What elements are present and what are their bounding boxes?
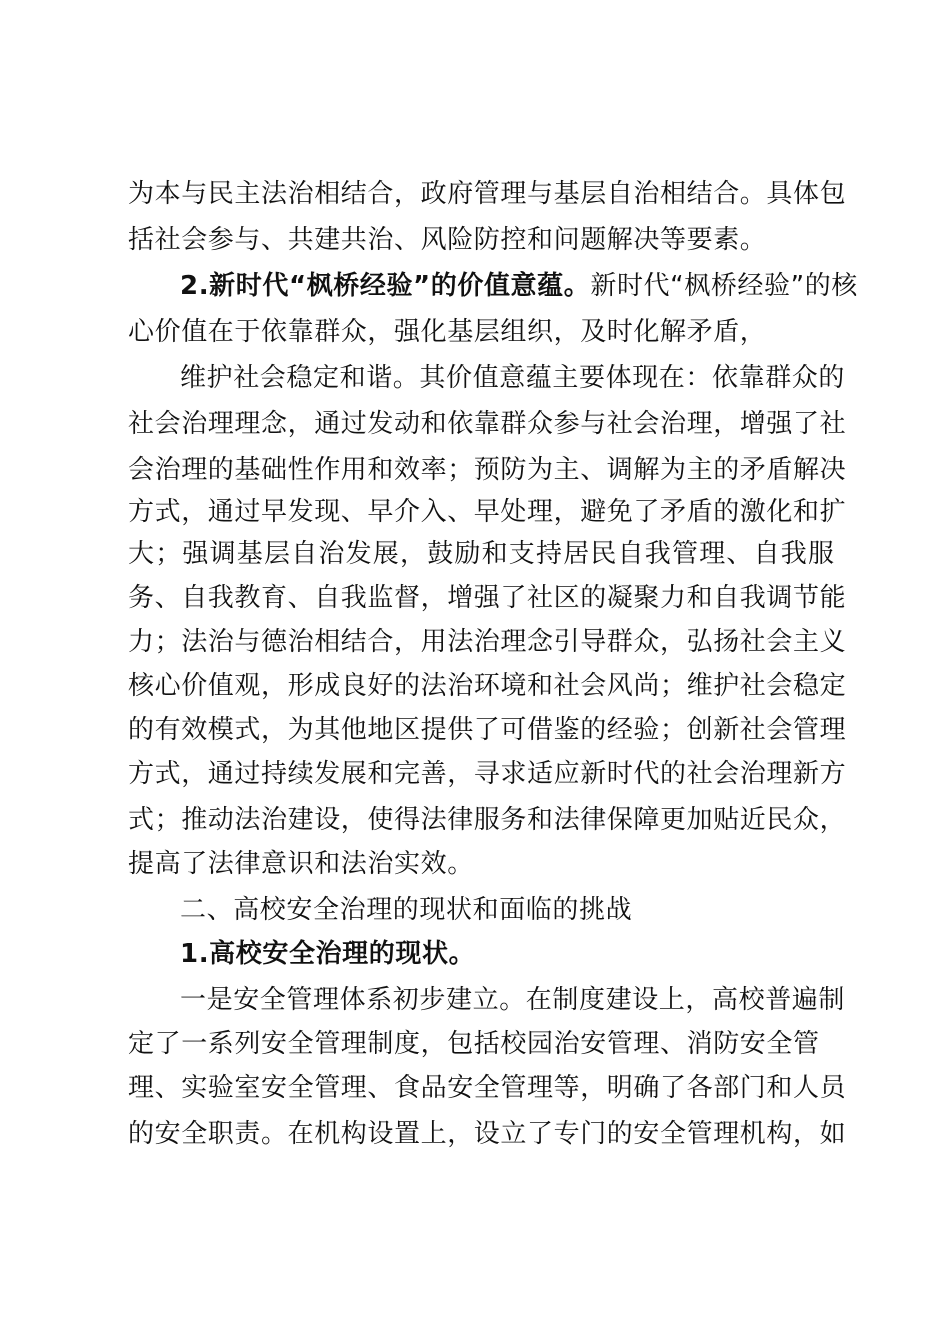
- body-text-run: 新时代“枫桥经验”的核: [590, 271, 858, 301]
- body-text-line: 务、自我教育、自我监督，增强了社区的凝聚力和自我调节能: [128, 583, 847, 613]
- section-heading: 二、高校安全治理的现状和面临的挑战: [180, 895, 633, 925]
- body-text-line: 定了一系列安全管理制度，包括校园治安管理、消防安全管: [128, 1029, 820, 1059]
- body-text-line: 大；强调基层自治发展，鼓励和支持居民自我管理、自我服: [128, 539, 836, 569]
- subsection-heading: 1.高校安全治理的现状。: [180, 939, 476, 969]
- body-text-line: 括社会参与、共建共治、风险防控和问题解决等要素。: [128, 225, 767, 255]
- body-text-line: 心价值在于依靠群众，强化基层组织，及时化解矛盾，: [128, 317, 767, 347]
- subsection-heading: 2.新时代“枫桥经验”的价值意蕴。: [180, 271, 591, 301]
- subsection-heading-line: [180, 270, 858, 302]
- body-text-line: 方式，通过早发现、早介入、早处理，避免了矛盾的激化和扩: [128, 497, 847, 527]
- body-text-line: 的安全职责。在机构设置上，设立了专门的安全管理机构，如: [128, 1119, 847, 1149]
- body-text-line: 的有效模式，为其他地区提供了可借鉴的经验；创新社会管理: [128, 715, 847, 745]
- body-text-line: 社会治理理念，通过发动和依靠群众参与社会治理，增强了社: [128, 409, 847, 439]
- body-text-line: 式；推动法治建设，使得法律服务和法律保障更加贴近民众，: [128, 805, 847, 835]
- body-text-line: 提高了法律意识和法治实效。: [128, 849, 474, 879]
- body-text-line: 力；法治与德治相结合，用法治理念引导群众，弘扬社会主义: [128, 627, 847, 657]
- body-text-line: 方式，通过持续发展和完善，寻求适应新时代的社会治理新方: [128, 759, 847, 789]
- body-text-line: 理、实验室安全管理、食品安全管理等，明确了各部门和人员: [128, 1073, 847, 1103]
- body-text-line: 核心价值观，形成良好的法治环境和社会风尚；维护社会稳定: [128, 671, 847, 701]
- body-text-line: 为本与民主法治相结合，政府管理与基层自治相结合。具体包: [128, 179, 847, 209]
- body-text-line: 维护社会稳定和谐。其价值意蕴主要体现在：依靠群众的: [180, 363, 846, 393]
- body-text-line: 会治理的基础性作用和效率；预防为主、调解为主的矛盾解决: [128, 455, 847, 485]
- body-text-line: 一是安全管理体系初步建立。在制度建设上，高校普遍制: [180, 985, 846, 1015]
